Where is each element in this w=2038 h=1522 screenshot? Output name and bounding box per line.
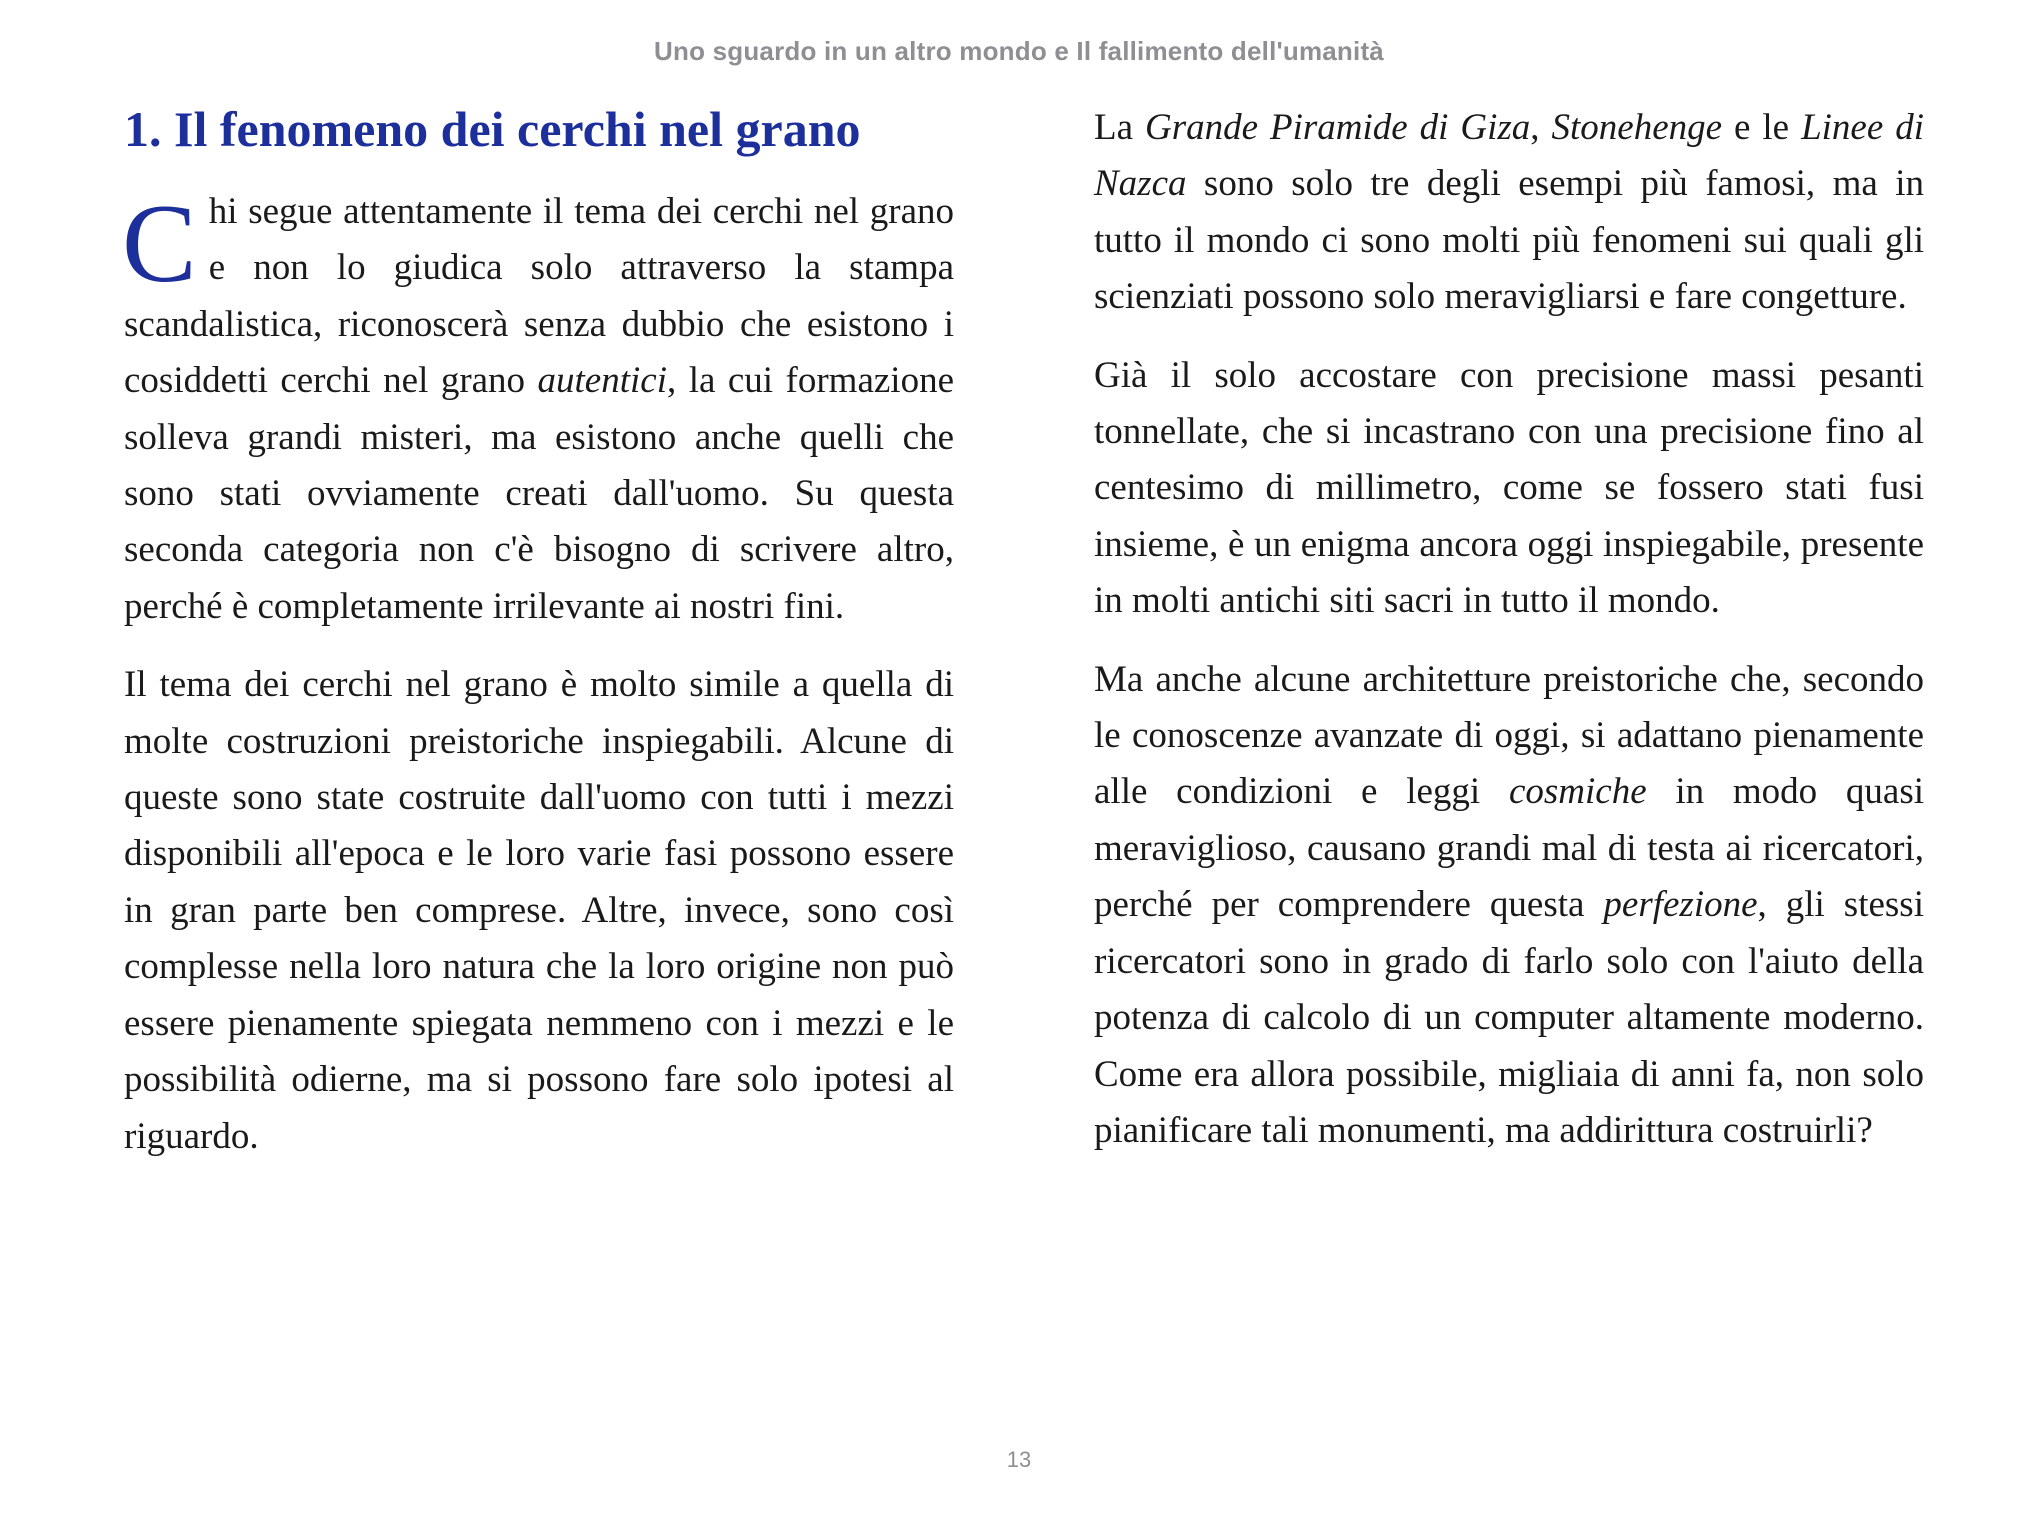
drop-cap: C [122,182,197,306]
paragraph-3 [1094,100,1924,326]
italic-text: perfezione [1603,884,1758,926]
paragraph-text: sono solo tre degli esempi più famosi, ma in tutto il mondo ci sono molti più fenomeni sui quali gli scienziati possono solo meravigliarsi e fare congetture. [1094,163,1924,318]
paragraph-text: hi segue attentamente il tema dei cerchi nel grano e non lo giudica solo attraverso la stampa scandalistica, riconoscerà senza dubbio che esistono i cosiddetti cerchi nel grano [124,191,954,402]
paragraph-text: in modo quasi meraviglioso, causano grandi mal di testa ai ricercatori, perché per comprendere questa [1094,771,1924,926]
right-column [1094,100,1924,1181]
chapter-title: 1. Il fenomeno dei cerchi nel grano [124,101,861,157]
page-number: 13 [1006,1447,1032,1472]
paragraph-text: , [1530,107,1552,148]
running-header: Uno sguardo in un altro mondo e Il fallimento dell'umanità [654,36,1384,66]
paragraph-text: , la cui formazione solleva grandi misteri, ma esistono anche quelli che sono stati ovviamente creati dall'uomo. Su questa seconda categoria non c'è bisogno di scrivere altro, perché è completamente irrilevante ai nostri fini. [124,360,955,627]
paragraph-5 [1094,652,1924,1160]
paragraph-text: Ma anche alcune architetture preistoriche che, secondo le conoscenze avanzate di oggi, si adattano pienamente alle condizioni e leggi [1094,658,1924,813]
paragraph-text: La [1094,107,1145,148]
paragraph-2: Il tema dei cerchi nel grano è molto simile a quella di molte costruzioni preistoriche inspiegabili. Alcune di queste sono state costruite dall'uomo con tutti i mezzi disponibili all'epoca e le loro varie fasi possono essere in gran parte ben comprese. Altre, invece, sono così complesse nella loro natura che la loro origine non può essere pienamente spiegata nemmeno con i mezzi e le possibilità odierne, ma si possono fare solo ipotesi al riguardo. [124,664,954,1157]
italic-text: cosmiche [1508,771,1647,813]
paragraph-text: e le [1722,107,1802,148]
italic-text: Grande Piramide di Giza [1144,107,1531,148]
italic-text: autentici [537,360,667,402]
paragraph-1 [124,184,954,635]
paragraph-4: Già il solo accostare con precisione massi pesanti tonnellate, che si incastrano con una precisione fino al centesimo di millimetro, come se fossero stati fusi insieme, è un enigma ancora oggi inspiegabile, presente in molti antichi siti sacri in tutto il mondo. [1094,354,1924,622]
paragraph-text: , gli stessi ricercatori sono in grado di farlo solo con l'aiuto della potenza di calcolo di un computer altamente moderno. Come era allora possibile, migliaia di anni fa, non solo pianificare tali monumenti, ma addirittura costruirli? [1094,884,1924,1151]
italic-text: Linee di Nazca [1094,107,1925,205]
left-column [124,100,954,1187]
italic-text: Stonehenge [1551,107,1723,148]
